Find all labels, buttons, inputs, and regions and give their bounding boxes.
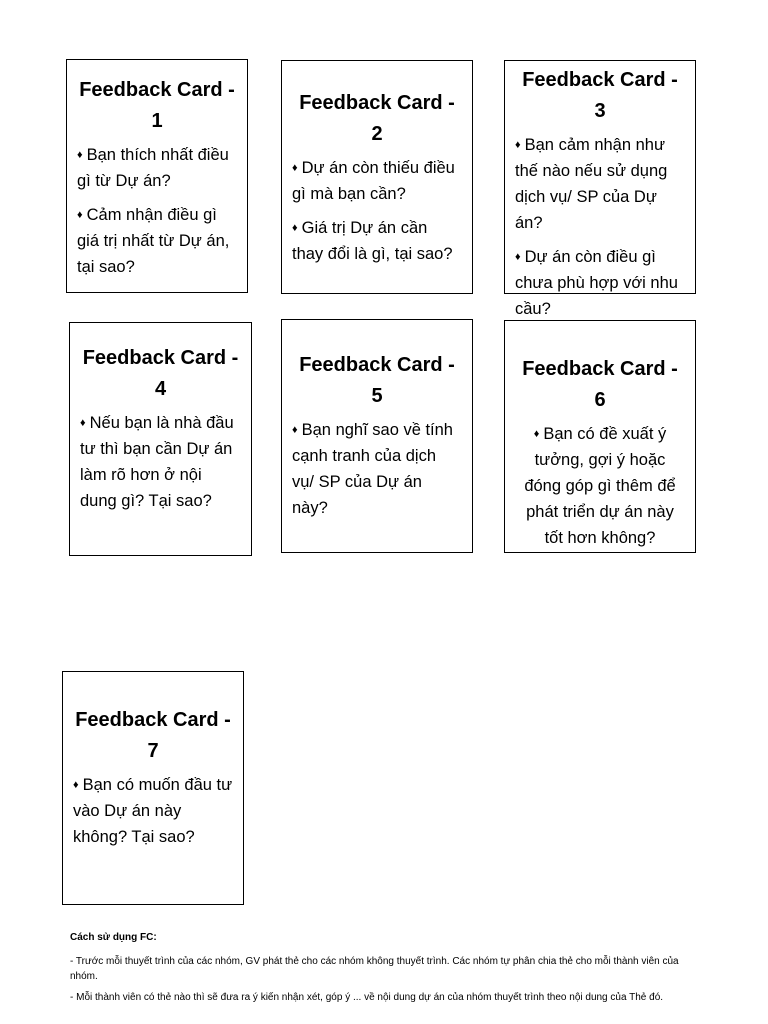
card-title: Feedback Card - 7: [75, 709, 231, 762]
feedback-card-3: [504, 60, 696, 318]
feedback-card-7: [62, 671, 244, 905]
card-title: Feedback Card - 4: [82, 347, 239, 400]
diamond-bullet-icon: ♦: [292, 424, 298, 436]
feedback-card-2: [281, 60, 473, 294]
card-question: ♦ Bạn thích nhất điều gì từ Dự án?: [77, 142, 237, 194]
usage-line: - Trước mỗi thuyết trình của các nhóm, GV phát thẻ cho các nhóm không thuyết trình. Các nhóm tự phân chia thẻ cho mỗi thành viên của nhóm.: [70, 956, 679, 982]
card-title: Feedback Card - 1: [79, 79, 235, 132]
card-question: ♦ Dự án còn điều gì chưa phù hợp với nhu cầu?: [515, 244, 685, 322]
usage-heading: Cách sử dụng FC:: [70, 932, 157, 943]
card-question: ♦ Bạn có muốn đầu tư vào Dự án này không? Tại sao?: [73, 772, 233, 850]
card-question: ♦ Nếu bạn là nhà đầu tư thì bạn cần Dự án làm rõ hơn ở nội dung gì? Tại sao?: [80, 410, 241, 514]
card-question: ♦ Giá trị Dự án cần thay đổi là gì, tại sao?: [292, 215, 462, 267]
card-question: ♦ Dự án còn thiếu điều gì mà bạn cần?: [292, 155, 462, 207]
card-title: Feedback Card - 3: [522, 69, 678, 122]
diamond-bullet-icon: ♦: [80, 417, 86, 429]
card-question: ♦ Bạn có đề xuất ý tưởng, gợi ý hoặc đóng góp gì thêm để phát triển dự án này tốt hơn không?: [515, 421, 685, 551]
diamond-bullet-icon: ♦: [77, 149, 83, 161]
card-title: Feedback Card - 2: [299, 92, 455, 145]
feedback-card-6: [504, 320, 696, 553]
diamond-bullet-icon: ♦: [533, 428, 540, 440]
diamond-bullet-icon: ♦: [515, 139, 521, 151]
diamond-bullet-icon: ♦: [73, 779, 79, 791]
feedback-card-4: [69, 322, 252, 556]
diamond-bullet-icon: ♦: [77, 209, 83, 221]
card-question: ♦ Cảm nhận điều gì giá trị nhất từ Dự án, tại sao?: [77, 202, 237, 280]
usage-line: - Mỗi thành viên có thẻ nào thì sẽ đưa ra ý kiến nhận xét, góp ý ... về nội dung dự án của nhóm thuyết trình theo nội dung của Thẻ đó.: [70, 992, 664, 1003]
diamond-bullet-icon: ♦: [515, 251, 521, 263]
feedback-card-1: [66, 59, 248, 293]
card-title: Feedback Card - 6: [522, 358, 678, 411]
feedback-card-5: [281, 319, 473, 553]
diamond-bullet-icon: ♦: [292, 162, 298, 174]
diamond-bullet-icon: ♦: [292, 222, 298, 234]
card-question: ♦ Bạn nghĩ sao về tính cạnh tranh của dịch vụ/ SP của Dự án này?: [292, 417, 462, 521]
card-question: ♦ Bạn cảm nhận như thế nào nếu sử dụng dịch vụ/ SP của Dự án?: [515, 132, 685, 236]
card-title: Feedback Card - 5: [299, 354, 455, 407]
usage-instructions: [70, 930, 698, 1011]
